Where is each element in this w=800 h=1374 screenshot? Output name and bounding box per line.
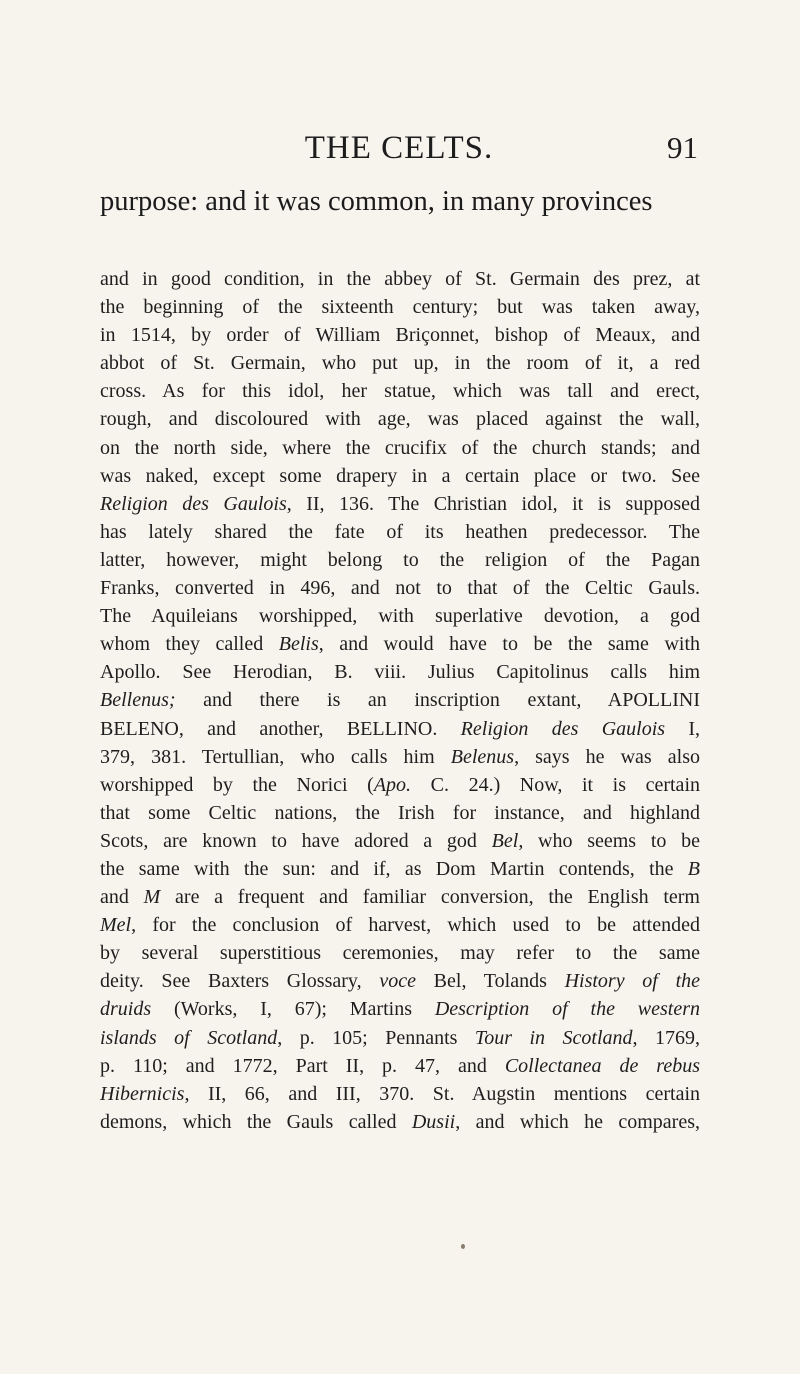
text-span: whom they called <box>100 633 279 656</box>
text-span: cross. As for this idol, her statue, which was tall and erect, <box>100 380 700 403</box>
text-span: demons, which the Gauls called <box>100 1110 412 1133</box>
text-line <box>100 630 700 658</box>
running-head <box>100 130 698 174</box>
italic-span: Dusii <box>411 1110 456 1133</box>
text-span: p. 110; and 1772, Part II, p. 47, and <box>100 1054 505 1077</box>
italic-span: B <box>687 857 700 880</box>
italic-span: M <box>143 886 161 909</box>
italic-span: voce <box>379 970 416 993</box>
text-span: latter, however, might belong to the religion of the Pagan <box>100 548 700 571</box>
body-text <box>100 265 700 1136</box>
text-line <box>100 827 700 855</box>
text-line <box>100 855 700 883</box>
text-span: on the north side, where the crucifix of the church stands; and <box>100 436 700 459</box>
text-line <box>100 771 700 799</box>
text-line <box>100 799 700 827</box>
text-span: , says he was also <box>514 745 700 768</box>
text-span: , 1769, <box>632 1026 700 1049</box>
text-span: I, <box>665 717 701 740</box>
text-span: abbot of St. Germain, who put up, in the room of it, a red <box>100 352 700 375</box>
italic-span: Belenus <box>450 745 515 768</box>
text-span: , and which he compares, <box>455 1110 700 1133</box>
text-span: in 1514, by order of William Briçonnet, bishop of Meaux, and <box>100 324 700 347</box>
text-span: the beginning of the sixteenth century; but was taken away, <box>100 296 700 319</box>
running-title: THE CELTS. <box>304 130 494 166</box>
text-line <box>100 743 700 771</box>
italic-span: Religion des Gaulois <box>460 717 666 740</box>
italic-span: Collectanea de rebus <box>504 1054 701 1077</box>
italic-span: Bel <box>491 829 519 852</box>
text-line <box>100 265 700 293</box>
italic-span: Hibernicis <box>100 1082 185 1105</box>
italic-span: islands of Scotland <box>100 1026 278 1049</box>
paper-speck <box>461 1244 465 1249</box>
text-line <box>100 658 700 686</box>
text-span: was naked, except some drapery in a certain place or two. See <box>100 464 700 487</box>
italic-span: History of the <box>564 970 700 993</box>
text-span: , for the conclusion of harvest, which used to be attended <box>131 914 700 937</box>
text-span: Scots, are known to have adored a god <box>100 829 492 852</box>
text-line <box>100 715 700 743</box>
text-line <box>100 602 700 630</box>
text-span: has lately shared the fate of its heathen predecessor. The <box>100 520 700 543</box>
text-span: Franks, converted in 496, and not to that of the Celtic Gauls. <box>100 577 700 600</box>
text-span: (Works, I, 67); Martins <box>151 998 435 1021</box>
text-span: , p. 105; Pennants <box>277 1026 475 1049</box>
italic-span: Bellenus; <box>100 689 176 712</box>
text-span: worshipped by the Norici ( <box>100 773 374 796</box>
text-span: and in good condition, in the abbey of St. Germain des prez, at <box>100 268 700 290</box>
text-span: Bel, Tolands <box>415 970 565 993</box>
text-span: , II, 66, and III, 370. St. Augstin mentions certain <box>184 1082 700 1105</box>
text-line <box>100 911 700 939</box>
text-span: and there is an inscription extant, APOLLINI <box>175 689 700 712</box>
page-number: 91 <box>667 130 698 165</box>
text-line <box>100 574 700 602</box>
text-line <box>100 1108 700 1136</box>
text-line <box>100 490 700 518</box>
text-span: are a frequent and familiar conversion, the English term <box>160 886 700 909</box>
text-span: that some Celtic nations, the Irish for instance, and highland <box>100 801 700 824</box>
text-line <box>100 293 700 321</box>
italic-span: druids <box>100 998 152 1021</box>
text-line <box>100 518 700 546</box>
text-line <box>100 995 700 1023</box>
italic-span: Apo. <box>373 773 412 796</box>
text-span: the same with the sun: and if, as Dom Martin contends, the <box>100 857 688 880</box>
text-line <box>100 321 700 349</box>
text-span: and <box>100 886 144 909</box>
italic-span: Belis <box>278 633 319 656</box>
text-span: C. 24.) Now, it is certain <box>411 773 700 796</box>
text-line <box>100 1052 700 1080</box>
text-span: BELENO, and another, BELLINO. <box>100 717 461 740</box>
italic-span: Tour in Scotland <box>474 1026 633 1049</box>
text-span: by several superstitious ceremonies, may refer to the same <box>100 942 700 965</box>
text-span: rough, and discoloured with age, was placed against the wall, <box>100 408 700 431</box>
text-line <box>100 939 700 967</box>
lead-line: purpose: and it was common, in many provinces <box>100 186 653 217</box>
italic-span: Description of the western <box>434 998 700 1021</box>
text-span: , II, 136. The Christian idol, it is supposed <box>286 492 700 515</box>
text-line <box>100 377 700 405</box>
text-span: , who seems to be <box>518 829 700 852</box>
text-span: deity. See Baxters Glossary, <box>100 970 380 993</box>
italic-span: Religion des Gaulois <box>100 492 287 515</box>
text-line <box>100 405 700 433</box>
text-span: Apollo. See Herodian, B. viii. Julius Capitolinus calls him <box>100 661 700 684</box>
text-line <box>100 1024 700 1052</box>
text-line <box>100 967 700 995</box>
text-line <box>100 883 700 911</box>
text-line <box>100 462 700 490</box>
text-span: 379, 381. Tertullian, who calls him <box>100 745 451 768</box>
text-line <box>100 546 700 574</box>
text-span: The Aquileians worshipped, with superlative devotion, a god <box>100 605 700 628</box>
text-line <box>100 1080 700 1108</box>
italic-span: Mel <box>100 914 132 937</box>
text-line <box>100 434 700 462</box>
text-span: , and would have to be the same with <box>318 633 700 656</box>
text-line <box>100 686 700 714</box>
text-line <box>100 349 700 377</box>
